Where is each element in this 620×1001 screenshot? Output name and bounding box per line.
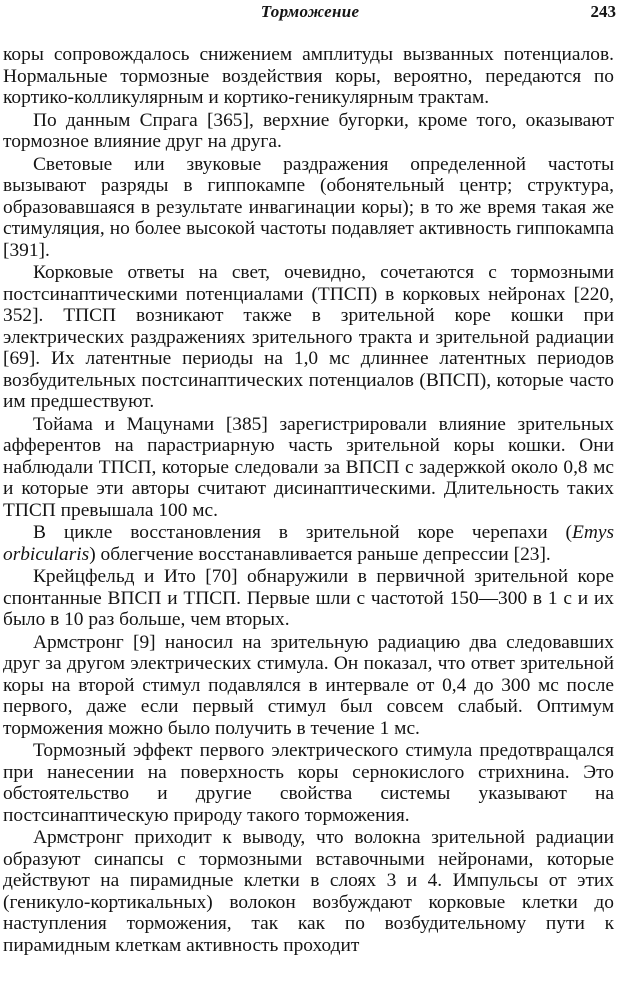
body-text: [3, 44, 614, 956]
page-number: 243: [590, 2, 616, 21]
page-header: [0, 2, 620, 24]
paragraph: Армстронг [9] наносил на зрительную радиацию два следовавших друг за другом электрических стимула. Он показал, что ответ зрительной коры на второй стимул подавлялся в интервале от 0,4 до 300 мс после первого, даже если первый стимул был совсем слабый. Оптимум торможения можно было получить в течение 1 мс.: [3, 631, 614, 739]
paragraph: Корковые ответы на свет, очевидно, сочетаются с тормозными постсинаптическими потенциалами (ТПСП) в корковых нейронах [220, 352]. ТПСП возникают также в зрительной коре кошки при электрических раздражениях зрительного тракта и зрительной радиации [69]. Их латентные периоды на 1,0 мс длиннее латентных периодов возбудительных постсинаптических потенциалов (ВПСП), которые часто им предшествуют.: [3, 262, 614, 412]
paragraph: Крейцфельд и Ито [70] обнаружили в первичной зрительной коре спонтанные ВПСП и ТПСП. Первые шли с частотой 150—300 в 1 с и их было в 10 раз больше, чем вторых.: [3, 566, 614, 630]
paragraph: Тормозный эффект первого электрического стимула предотвращался при нанесении на поверхность коры сернокислого стрихнина. Это обстоятельство и другие свойства системы указывают на постсинаптическую природу такого торможения.: [3, 740, 614, 826]
paragraph: Армстронг приходит к выводу, что волокна зрительной радиации образуют синапсы с тормозными вставочными нейронами, которые действуют на пирамидные клетки в слоях 3 и 4. Импульсы от этих (геникуло-кортикальных) волокон возбуждают корковые клетки до наступления торможения, так как по возбудительному пути к пирамидным клеткам активность проходит: [3, 827, 614, 956]
paragraph: По данным Спрага [365], верхние бугорки, кроме того, оказывают тормозное влияние друг на друга.: [3, 109, 614, 152]
paragraph-text: В цикле восстановления в зрительной коре черепахи (: [33, 522, 572, 543]
paragraph: [3, 522, 614, 565]
paragraph-text: ) облегчение восстанавливается раньше депрессии [23].: [89, 543, 551, 565]
running-title: Торможение: [260, 2, 360, 21]
paragraph: Тойама и Мацунами [385] зарегистрировали влияние зрительных афферентов на парастриарную часть зрительной коры кошки. Они наблюдали ТПСП, которые следовали за ВПСП с задержкой около 0,8 мс и которые эти авторы считают дисинаптическими. Длительность таких ТПСП превышала 100 мс.: [3, 413, 614, 521]
species-name: Emys orbicularis: [3, 522, 614, 565]
paragraph-continued: коры сопровождалось снижением амплитуды вызванных потенциалов. Нормальные тормозные воздействия коры, вероятно, передаются по кортико-колликулярным и кортико-геникулярным трактам.: [3, 44, 614, 108]
paragraph: Световые или звуковые раздражения определенной частоты вызывают разряды в гиппокампе (обонятельный центр; структура, образовавшаяся в результате инвагинации коры); в то же время такая же стимуляция, но более высокой частоты подавляет активность гиппокампа [391].: [3, 153, 614, 261]
